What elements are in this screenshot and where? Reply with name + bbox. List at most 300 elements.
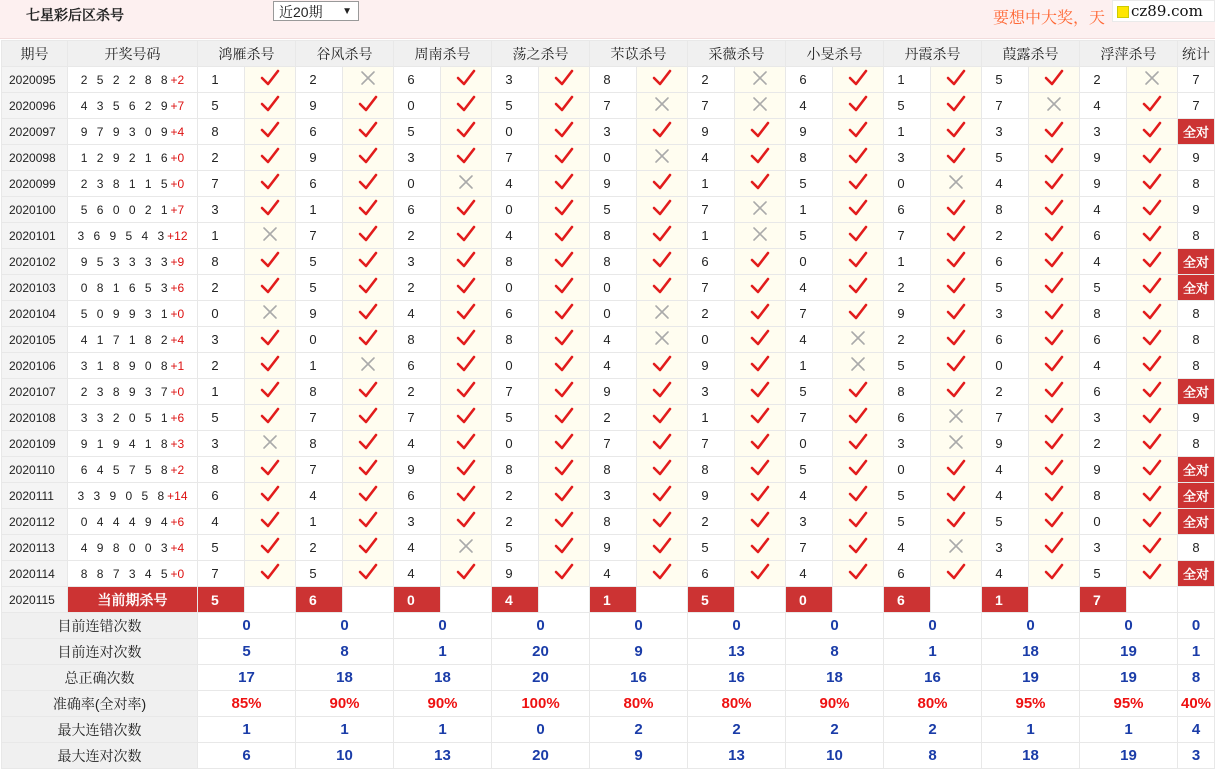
result-mark-cell [931, 379, 982, 405]
current-period-row [2, 587, 1215, 613]
empty-cell [637, 587, 688, 613]
cross-icon [358, 69, 378, 87]
check-icon [1044, 329, 1064, 347]
correct-count-cell: 8 [1178, 223, 1215, 249]
period-cell: 2020115 [2, 587, 68, 613]
kill-number-cell: 6 [394, 67, 441, 93]
summary-row [2, 613, 1215, 639]
kill-number-cell: 6 [1080, 379, 1127, 405]
check-icon [750, 433, 770, 451]
kill-number-cell: 2 [296, 67, 343, 93]
check-icon [554, 121, 574, 139]
table-row [2, 509, 1215, 535]
result-mark-cell [833, 353, 884, 379]
check-icon [1044, 433, 1064, 451]
result-mark-cell [441, 119, 492, 145]
front-numbers: 8 8 7 3 4 5 [80, 566, 171, 581]
kill-number-cell: 5 [296, 249, 343, 275]
check-icon [1044, 537, 1064, 555]
check-icon [1044, 69, 1064, 87]
kill-number-cell: 2 [884, 327, 931, 353]
result-mark-cell [833, 145, 884, 171]
summary-value: 17 [198, 665, 296, 691]
check-icon [848, 121, 868, 139]
kill-number-cell: 5 [492, 535, 539, 561]
kill-number-cell: 6 [296, 171, 343, 197]
check-icon [652, 537, 672, 555]
kill-number-cell: 6 [1080, 223, 1127, 249]
check-icon [1044, 147, 1064, 165]
kill-number-cell: 7 [884, 223, 931, 249]
cross-icon [750, 225, 770, 243]
front-numbers: 2 3 8 9 3 7 [80, 384, 171, 399]
kill-number-cell: 4 [1080, 353, 1127, 379]
check-icon [1142, 251, 1162, 269]
check-icon [750, 381, 770, 399]
check-icon [750, 511, 770, 529]
check-icon [750, 329, 770, 347]
draw-numbers-cell [68, 171, 198, 197]
check-icon [652, 251, 672, 269]
summary-value: 95% [982, 691, 1080, 717]
kill-number-cell: 8 [1080, 301, 1127, 327]
summary-value: 9 [590, 743, 688, 769]
kill-number-cell: 8 [492, 327, 539, 353]
cross-icon [1044, 95, 1064, 113]
front-numbers: 5 0 9 9 3 1 [80, 306, 171, 321]
check-icon [848, 173, 868, 191]
result-mark-cell [343, 93, 394, 119]
result-mark-cell [1029, 223, 1080, 249]
period-cell: 2020101 [2, 223, 68, 249]
check-icon [652, 485, 672, 503]
check-icon [554, 485, 574, 503]
kill-number-cell: 7 [198, 171, 245, 197]
result-mark-cell [1127, 405, 1178, 431]
kill-number-cell: 8 [590, 457, 637, 483]
result-mark-cell [637, 327, 688, 353]
result-mark-cell [245, 223, 296, 249]
all-correct-badge: 全对 [1178, 275, 1215, 301]
kill-number-cell: 2 [884, 275, 931, 301]
check-icon [1044, 563, 1064, 581]
result-mark-cell [441, 353, 492, 379]
summary-value: 18 [394, 665, 492, 691]
kill-number-cell: 7 [296, 223, 343, 249]
empty-cell [735, 587, 786, 613]
back-number: +12 [167, 228, 188, 243]
check-icon [750, 173, 770, 191]
kill-number-cell: 4 [394, 561, 441, 587]
kill-number-cell: 0 [394, 93, 441, 119]
result-mark-cell [735, 249, 786, 275]
check-icon [1044, 173, 1064, 191]
back-number: +6 [170, 514, 185, 529]
kill-number-cell: 3 [884, 431, 931, 457]
result-mark-cell [1029, 67, 1080, 93]
kill-number-cell: 1 [884, 249, 931, 275]
kill-number-cell: 6 [982, 327, 1029, 353]
result-mark-cell [931, 93, 982, 119]
period-cell: 2020110 [2, 457, 68, 483]
kill-number-cell: 0 [492, 197, 539, 223]
check-icon [946, 121, 966, 139]
result-mark-cell [1029, 197, 1080, 223]
result-mark-cell [637, 535, 688, 561]
summary-value: 0 [590, 613, 688, 639]
summary-total: 4 [1178, 717, 1215, 743]
result-mark-cell [441, 483, 492, 509]
back-number: +6 [170, 280, 185, 295]
result-mark-cell [441, 93, 492, 119]
correct-count-cell: 8 [1178, 171, 1215, 197]
kill-number-cell: 2 [198, 353, 245, 379]
check-icon [260, 199, 280, 217]
all-correct-badge: 全对 [1178, 249, 1215, 275]
kill-number-cell: 9 [492, 561, 539, 587]
result-mark-cell [833, 457, 884, 483]
result-mark-cell [245, 275, 296, 301]
check-icon [554, 225, 574, 243]
summary-value: 1 [198, 717, 296, 743]
result-mark-cell [539, 405, 590, 431]
kill-number-cell: 7 [688, 197, 735, 223]
kill-number-cell: 7 [688, 93, 735, 119]
check-icon [358, 173, 378, 191]
kill-number-cell: 3 [394, 145, 441, 171]
kill-number-cell: 0 [1080, 509, 1127, 535]
check-icon [1142, 355, 1162, 373]
check-icon [456, 95, 476, 113]
summary-value: 10 [296, 743, 394, 769]
table-row [2, 457, 1215, 483]
period-cell: 2020100 [2, 197, 68, 223]
kill-number-cell: 2 [1080, 67, 1127, 93]
back-number: +6 [170, 410, 185, 425]
result-mark-cell [931, 197, 982, 223]
check-icon [1142, 147, 1162, 165]
check-icon [260, 381, 280, 399]
summary-value: 1 [1080, 717, 1178, 743]
check-icon [946, 381, 966, 399]
result-mark-cell [245, 67, 296, 93]
back-number: +0 [170, 384, 185, 399]
summary-value: 0 [198, 613, 296, 639]
check-icon [554, 407, 574, 425]
kill-number-cell: 9 [590, 535, 637, 561]
result-mark-cell [735, 171, 786, 197]
result-mark-cell [931, 431, 982, 457]
summary-value: 13 [688, 743, 786, 769]
result-mark-cell [1029, 483, 1080, 509]
kill-number-cell: 5 [982, 145, 1029, 171]
table-row [2, 145, 1215, 171]
result-mark-cell [833, 223, 884, 249]
check-icon [750, 355, 770, 373]
check-icon [358, 251, 378, 269]
kill-number-cell: 3 [982, 535, 1029, 561]
summary-value: 19 [1080, 743, 1178, 769]
check-icon [260, 95, 280, 113]
summary-value: 16 [590, 665, 688, 691]
back-number: +7 [170, 98, 185, 113]
summary-value: 19 [982, 665, 1080, 691]
period-cell: 2020108 [2, 405, 68, 431]
kill-number-table [1, 40, 1215, 769]
check-icon [1142, 511, 1162, 529]
summary-label: 最大连对次数 [2, 743, 198, 769]
back-number: +0 [170, 150, 185, 165]
check-icon [260, 69, 280, 87]
column-header-expert: 鸿雁杀号 [198, 41, 296, 67]
result-mark-cell [1127, 93, 1178, 119]
check-icon [946, 355, 966, 373]
result-mark-cell [1127, 431, 1178, 457]
result-mark-cell [1127, 379, 1178, 405]
kill-number-cell: 4 [198, 509, 245, 535]
kill-number-cell: 6 [786, 67, 833, 93]
kill-number-cell: 0 [688, 327, 735, 353]
kill-number-cell: 2 [688, 67, 735, 93]
check-icon [946, 199, 966, 217]
summary-total: 40% [1178, 691, 1215, 717]
current-kill-number: 1 [982, 587, 1029, 613]
draw-numbers-cell [68, 119, 198, 145]
result-mark-cell [833, 249, 884, 275]
period-cell: 2020111 [2, 483, 68, 509]
check-icon [652, 277, 672, 295]
check-icon [1142, 277, 1162, 295]
kill-number-cell: 4 [982, 483, 1029, 509]
front-numbers: 3 6 9 5 4 3 [77, 228, 168, 243]
check-icon [848, 251, 868, 269]
table-row [2, 197, 1215, 223]
check-icon [456, 277, 476, 295]
current-kill-number: 0 [394, 587, 441, 613]
kill-number-cell: 6 [296, 119, 343, 145]
result-mark-cell [1127, 67, 1178, 93]
summary-value: 1 [982, 717, 1080, 743]
kill-number-cell: 8 [296, 379, 343, 405]
check-icon [1142, 485, 1162, 503]
kill-number-cell: 4 [688, 145, 735, 171]
check-icon [750, 277, 770, 295]
summary-value: 16 [688, 665, 786, 691]
result-mark-cell [637, 405, 688, 431]
summary-value: 1 [394, 639, 492, 665]
summary-label: 目前连对次数 [2, 639, 198, 665]
period-cell: 2020104 [2, 301, 68, 327]
check-icon [260, 329, 280, 347]
result-mark-cell [637, 197, 688, 223]
kill-number-cell: 5 [884, 353, 931, 379]
result-mark-cell [637, 431, 688, 457]
summary-value: 9 [590, 639, 688, 665]
check-icon [652, 381, 672, 399]
correct-count-cell: 7 [1178, 93, 1215, 119]
draw-numbers-cell [68, 275, 198, 301]
result-mark-cell [735, 145, 786, 171]
summary-value: 0 [492, 613, 590, 639]
kill-number-cell: 5 [982, 67, 1029, 93]
result-mark-cell [343, 275, 394, 301]
kill-number-cell: 9 [590, 379, 637, 405]
table-row [2, 223, 1215, 249]
result-mark-cell [735, 327, 786, 353]
result-mark-cell [735, 457, 786, 483]
result-mark-cell [539, 431, 590, 457]
summary-value: 5 [198, 639, 296, 665]
check-icon [946, 95, 966, 113]
result-mark-cell [343, 509, 394, 535]
summary-value: 0 [1080, 613, 1178, 639]
check-icon [946, 459, 966, 477]
check-icon [456, 147, 476, 165]
kill-number-cell: 8 [688, 457, 735, 483]
check-icon [554, 277, 574, 295]
result-mark-cell [1127, 301, 1178, 327]
kill-number-cell: 6 [394, 353, 441, 379]
correct-count-cell: 9 [1178, 405, 1215, 431]
check-icon [358, 511, 378, 529]
check-icon [1142, 95, 1162, 113]
result-mark-cell [245, 145, 296, 171]
result-mark-cell [343, 483, 394, 509]
result-mark-cell [637, 301, 688, 327]
period-cell: 2020102 [2, 249, 68, 275]
kill-number-cell: 5 [198, 93, 245, 119]
result-mark-cell [343, 301, 394, 327]
kill-number-cell: 4 [786, 327, 833, 353]
period-range-select[interactable] [273, 1, 359, 21]
draw-numbers-cell [68, 483, 198, 509]
kill-number-cell: 7 [198, 561, 245, 587]
check-icon [358, 199, 378, 217]
check-icon [1142, 121, 1162, 139]
kill-number-cell: 5 [296, 561, 343, 587]
kill-number-cell: 4 [786, 561, 833, 587]
summary-value: 0 [982, 613, 1080, 639]
kill-number-cell: 9 [590, 171, 637, 197]
kill-number-cell: 5 [296, 275, 343, 301]
kill-number-cell: 3 [1080, 119, 1127, 145]
summary-row [2, 639, 1215, 665]
result-mark-cell [245, 327, 296, 353]
check-icon [260, 121, 280, 139]
check-icon [1142, 329, 1162, 347]
kill-number-cell: 5 [198, 535, 245, 561]
all-correct-badge: 全对 [1178, 119, 1215, 145]
check-icon [358, 277, 378, 295]
check-icon [1044, 407, 1064, 425]
check-icon [946, 225, 966, 243]
check-icon [652, 121, 672, 139]
result-mark-cell [931, 223, 982, 249]
result-mark-cell [931, 353, 982, 379]
draw-numbers-cell [68, 67, 198, 93]
result-mark-cell [245, 431, 296, 457]
kill-number-cell: 5 [982, 509, 1029, 535]
result-mark-cell [1029, 275, 1080, 301]
kill-number-cell: 8 [492, 249, 539, 275]
result-mark-cell [245, 93, 296, 119]
correct-count-cell: 9 [1178, 145, 1215, 171]
draw-numbers-cell [68, 93, 198, 119]
check-icon [1044, 381, 1064, 399]
kill-number-cell: 1 [296, 509, 343, 535]
summary-value: 1 [394, 717, 492, 743]
result-mark-cell [1029, 327, 1080, 353]
check-icon [848, 433, 868, 451]
result-mark-cell [637, 171, 688, 197]
check-icon [1044, 485, 1064, 503]
table-row [2, 171, 1215, 197]
summary-row [2, 743, 1215, 769]
check-icon [652, 433, 672, 451]
check-icon [750, 303, 770, 321]
table-row [2, 431, 1215, 457]
result-mark-cell [931, 535, 982, 561]
kill-number-cell: 4 [1080, 93, 1127, 119]
check-icon [358, 225, 378, 243]
kill-number-cell: 3 [884, 145, 931, 171]
back-number: +0 [170, 176, 185, 191]
result-mark-cell [735, 119, 786, 145]
summary-value: 0 [884, 613, 982, 639]
summary-total: 0 [1178, 613, 1215, 639]
cross-icon [750, 69, 770, 87]
kill-number-cell: 7 [492, 145, 539, 171]
front-numbers: 0 4 4 4 9 4 [80, 514, 171, 529]
kill-number-cell: 0 [394, 171, 441, 197]
result-mark-cell [1029, 301, 1080, 327]
result-mark-cell [931, 509, 982, 535]
kill-number-cell: 8 [198, 119, 245, 145]
result-mark-cell [245, 171, 296, 197]
check-icon [456, 381, 476, 399]
result-mark-cell [735, 509, 786, 535]
kill-number-cell: 3 [492, 67, 539, 93]
result-mark-cell [833, 67, 884, 93]
check-icon [1044, 355, 1064, 373]
result-mark-cell [1029, 561, 1080, 587]
table-row [2, 353, 1215, 379]
result-mark-cell [637, 223, 688, 249]
summary-label: 准确率(全对率) [2, 691, 198, 717]
result-mark-cell [343, 561, 394, 587]
kill-number-cell: 7 [296, 457, 343, 483]
check-icon [260, 173, 280, 191]
result-mark-cell [735, 561, 786, 587]
summary-value: 13 [688, 639, 786, 665]
check-icon [946, 303, 966, 321]
check-icon [1142, 225, 1162, 243]
result-mark-cell [1029, 353, 1080, 379]
result-mark-cell [735, 67, 786, 93]
kill-number-cell: 4 [492, 171, 539, 197]
check-icon [358, 485, 378, 503]
kill-number-cell: 3 [786, 509, 833, 535]
table-header-row [2, 41, 1215, 67]
front-numbers: 4 9 8 0 0 3 [80, 540, 171, 555]
result-mark-cell [441, 145, 492, 171]
result-mark-cell [441, 301, 492, 327]
period-cell: 2020105 [2, 327, 68, 353]
empty-cell [931, 587, 982, 613]
result-mark-cell [539, 145, 590, 171]
check-icon [1044, 303, 1064, 321]
result-mark-cell [343, 353, 394, 379]
